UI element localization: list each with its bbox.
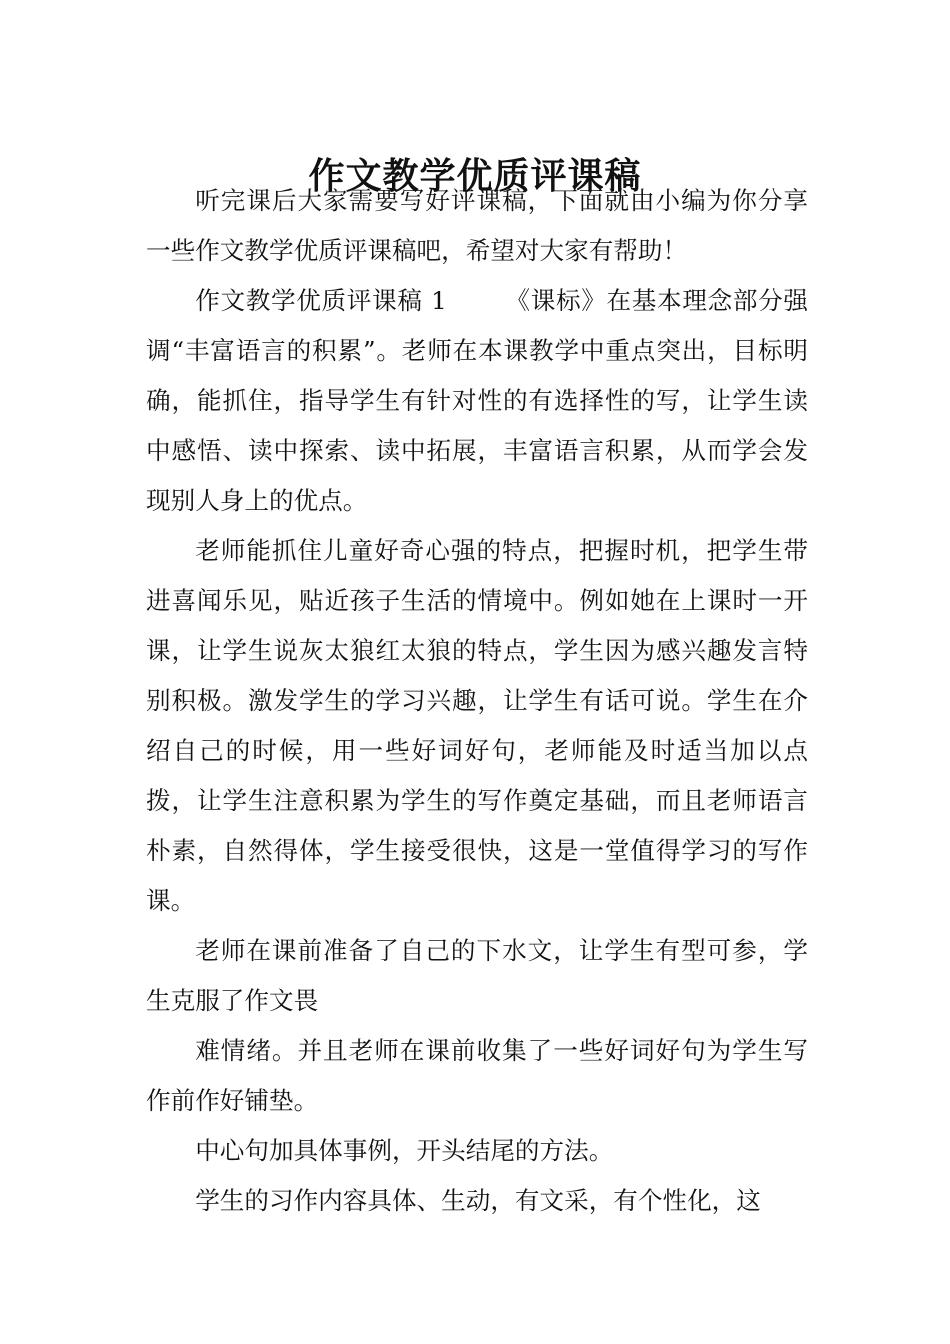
section-paragraph-1 xyxy=(146,276,808,526)
paragraph-3: 老师在课前准备了自己的下水文，让学生有型可参，学生克服了作文畏 xyxy=(146,936,808,1015)
paragraph-1-text: 《课标》在基本理念部分强调“丰富语言的积累”。老师在本课教学中重点突出，目标明确，能抓住，指导学生有针对性的有选择性的写，让学生读中感悟、读中探索、读中拓展，丰富语言积累，从而学会发现别人身上的优点。 xyxy=(146,286,808,515)
paragraph-4: 难情绪。并且老师在课前收集了一些好词好句为学生写作前作好铺垫。 xyxy=(146,1036,808,1115)
intro-paragraph: 听完课后大家需要写好评课稿，下面就由小编为你分享一些作文教学优质评课稿吧，希望对大家有帮助！ xyxy=(146,186,808,265)
section-heading: 作文教学优质评课稿 1 xyxy=(195,286,447,315)
paragraph-2: 老师能抓住儿童好奇心强的特点，把握时机，把学生带进喜闻乐见，贴近孩子生活的情境中。例如她在上课时一开课，让学生说灰太狼红太狼的特点，学生因为感兴趣发言特别积极。激发学生的学习兴趣，让学生有话可说。学生在介绍自己的时候，用一些好词好句，老师能及时适当加以点拨，让学生注意积累为学生的写作奠定基础，而且老师语言朴素，自然得体，学生接受很快，这是一堂值得学习的写作课。 xyxy=(146,536,808,915)
paragraph-5: 中心句加具体事例，开头结尾的方法。 xyxy=(195,1136,614,1165)
paragraph-6: 学生的习作内容具体、生动，有文采，有个性化，这 xyxy=(195,1186,761,1215)
document-title: 作文教学优质评课稿 xyxy=(308,155,642,198)
document-body xyxy=(146,176,808,1226)
